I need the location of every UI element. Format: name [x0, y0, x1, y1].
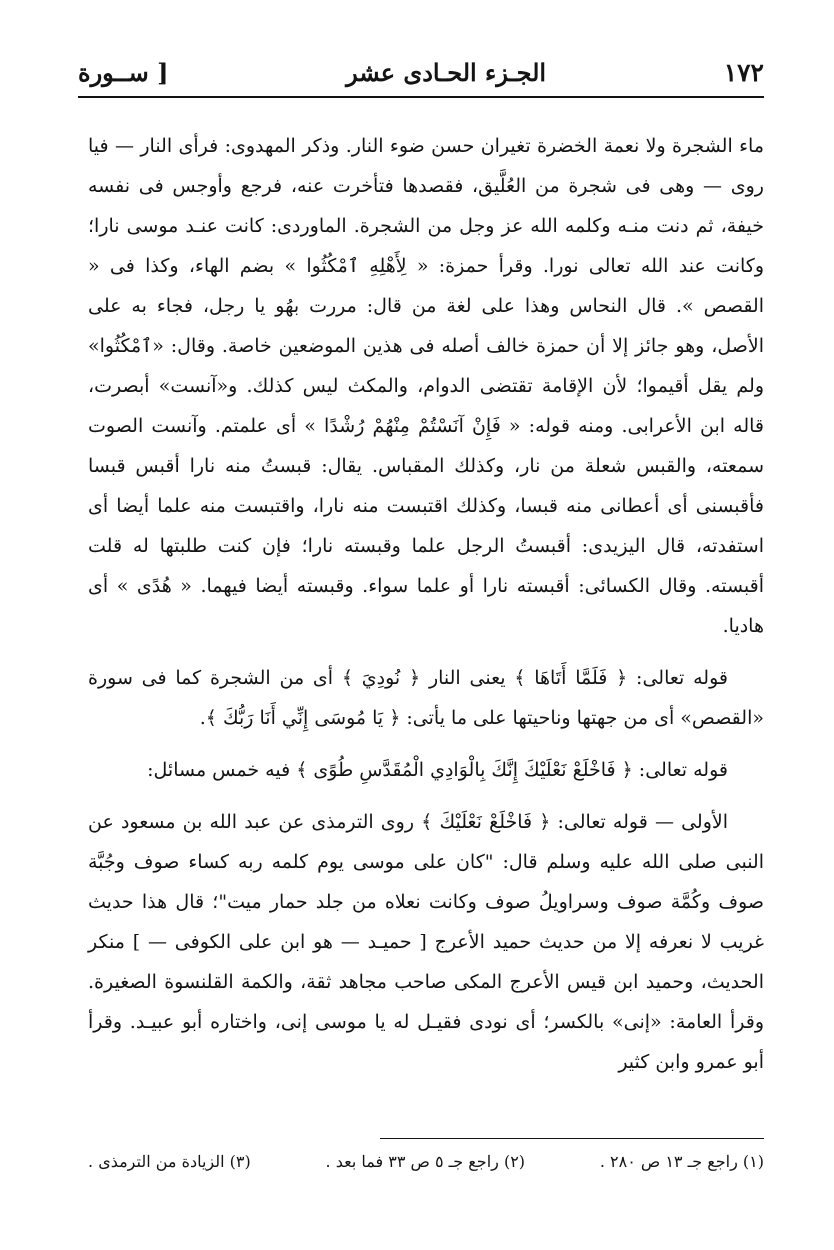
page-number: ١٧٢ — [723, 57, 764, 87]
footnote-2: (٢) راجع جـ ٥ ص ٣٣ فما بعد . — [325, 1152, 526, 1171]
footnotes — [88, 1152, 764, 1171]
footnote-1: (١) راجع جـ ١٣ ص ٢٨٠ . — [599, 1152, 764, 1171]
footnote-3: (٣) الزيادة من الترمذى . — [88, 1152, 251, 1171]
surah-label: [ ســورة — [78, 57, 169, 87]
paragraph-first-issue: الأولى — قوله تعالى: ﴿ فَاخْلَعْ نَعْلَيْكَ ﴾ روى الترمذى عن عبد الله بن مسعود عن النبى صلى الله عليه وسلم قال: "كان على موسى يوم كلمه ربه كساء صوف وجُبَّة صوف وكُمَّة صوف وسراويلُ صوف وكانت نعلاه من جلد حمار ميت"؛ قال هذا حديث غريب لا نعرفه إلا من حديث حميد الأعرج [ حميـد — هو ابن على الكوفى — ] منكر الحديث، وحميد ابن قيس الأعرج المكى صاحب مجاهد ثقة، والكمة القلنسوة الصغيرة. وقرأ العامة: «إنى» بالكسر؛ أى نودى فقيـل له يا موسى إنى، واختاره أبو عبيـد. وقرأ أبو عمرو وابن كثير — [88, 811, 764, 1073]
paragraph-fakhla-naalayk: قوله تعالى: ﴿ فَاخْلَعْ نَعْلَيْكَ إِنَّكَ بِالْوَادِي الْمُقَدَّسِ طُوًى ﴾ فيه خمس مسائل: — [147, 759, 728, 781]
body-text — [88, 126, 764, 1082]
paragraph-falamma-ataha: قوله تعالى: ﴿ فَلَمَّا أَتَاهَا ﴾ يعنى النار ﴿ نُودِيَ ﴾ أى من الشجرة كما فى سورة «القصص» أى من جهتها وناحيتها على ما يأتى: ﴿ يَا مُوسَى إِنِّي أَنَا رَبُّكَ ﴾. — [88, 667, 764, 729]
footnote-rule — [380, 1138, 764, 1139]
running-title: الجـزء الحـادى عشر — [346, 57, 547, 87]
header-rule — [78, 96, 764, 98]
page-header — [78, 52, 764, 92]
paragraph-intro: ماء الشجرة ولا نعمة الخضرة تغيران حسن ضوء النار. وذكر المهدوى: فرأى النار — فيا روى — وهى فى شجرة من العُلَّيق، فقصدها فتأخرت عنه، فرجع وأوجس فى نفسه خيفة، ثم دنت منـه وكلمه الله عز وجل من الشجرة. الماوردى: كانت عنـد موسى نارا؛ وكانت عند الله تعالى نورا. وقرأ حمزة: « لِأَهْلِهِ ٱمْكُثُوا » بضم الهاء، وكذا فى « القصص ». قال النحاس وهذا على لغة من قال: مررت بهُو يا رجل، فجاء به على الأصل، وهو جائز إلا أن حمزة خالف أصله فى هذين الموضعين خاصة. وقال: «ٱمْكُثُوا» ولم يقل أقيموا؛ لأن الإقامة تقتضى الدوام، والمكث ليس كذلك. و«آنست» أبصرت، قاله ابن الأعرابى. ومنه قوله: « فَإِنْ آنَسْتُمْ مِنْهُمْ رُشْدًا » أى علمتم. وآنست الصوت سمعته، والقبس شعلة من نار، وكذلك المقباس. يقال: قبستُ منه نارا أقبس قبسا فأقبسنى أى أعطانى منه قبسا، وكذلك اقتبست منه نارا، واقتبست منه علما أيضا أى استفدته، قال اليزيدى: أقبستُ الرجل علما وقبسته نارا؛ فإن كنت طلبتها له قلت أقبسته. وقال الكسائى: أقبسته نارا أو علما سواء. وقبسته أيضا فيهما. « هُدًى » أى هاديا. — [88, 135, 764, 637]
